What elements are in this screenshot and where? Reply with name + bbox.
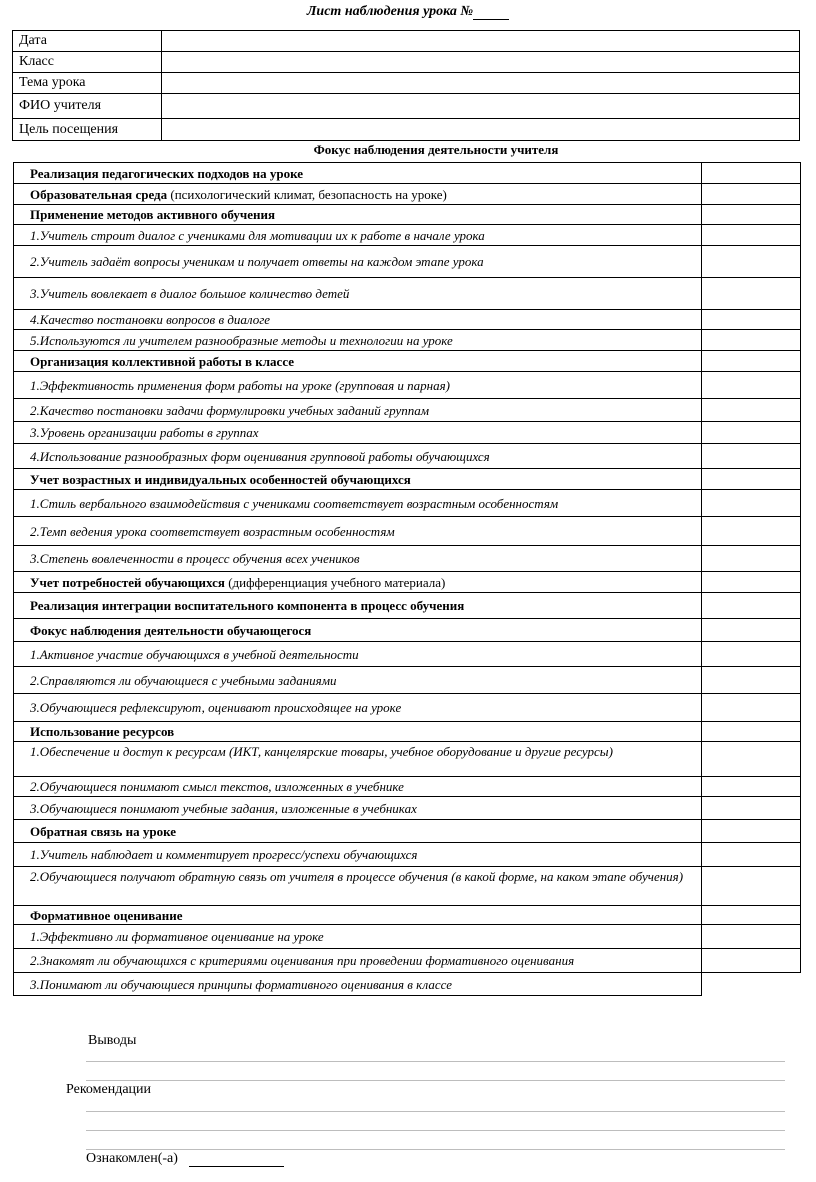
criterion-text: 1.Активное участие обучающихся в учебной деятельности bbox=[14, 642, 702, 667]
observation-table bbox=[13, 162, 801, 996]
assessment-cell[interactable] bbox=[702, 694, 801, 722]
criterion-text: 2.Знакомят ли обучающихся с критериями оценивания при проведении формативного оценивания bbox=[14, 949, 702, 973]
criterion-row bbox=[14, 867, 801, 906]
assessment-cell[interactable] bbox=[702, 399, 801, 422]
conclusions-line[interactable] bbox=[86, 1080, 785, 1081]
assessment-cell[interactable] bbox=[702, 820, 801, 843]
assessment-cell[interactable] bbox=[702, 619, 801, 642]
section-heading-note: (дифференциация учебного материала) bbox=[224, 574, 446, 590]
assessment-cell[interactable] bbox=[702, 546, 801, 572]
focus-title: Фокус наблюдения деятельности учителя bbox=[313, 142, 559, 157]
criterion-row bbox=[14, 422, 801, 444]
section-row bbox=[14, 906, 801, 925]
section-heading-bold: Учет потребностей обучающихся bbox=[30, 574, 225, 590]
criterion-row bbox=[14, 949, 801, 973]
criterion-text: 2.Справляются ли обучающиеся с учебными заданиями bbox=[14, 667, 702, 694]
lesson-number-blank[interactable] bbox=[473, 6, 509, 20]
section-row bbox=[14, 593, 801, 619]
criterion-row bbox=[14, 777, 801, 797]
assessment-cell[interactable] bbox=[702, 163, 801, 184]
section-row bbox=[14, 184, 801, 205]
assessment-cell[interactable] bbox=[702, 372, 801, 399]
criterion-text: 1.Стиль вербального взаимодействия с учениками соответствует возрастным особенностям bbox=[14, 490, 702, 517]
assessment-cell[interactable] bbox=[702, 469, 801, 490]
criterion-row bbox=[14, 399, 801, 422]
assessment-cell[interactable] bbox=[702, 351, 801, 372]
section-row bbox=[14, 722, 801, 742]
assessment-cell[interactable] bbox=[702, 667, 801, 694]
section-heading: Реализация педагогических подходов на уроке bbox=[14, 163, 702, 184]
criterion-row bbox=[14, 546, 801, 572]
assessment-cell[interactable] bbox=[702, 310, 801, 330]
criterion-text: 1.Учитель строит диалог с учениками для мотивации их к работе в начале урока bbox=[14, 225, 702, 246]
assessment-cell[interactable] bbox=[702, 444, 801, 469]
assessment-cell[interactable] bbox=[702, 867, 801, 906]
criterion-text: 3.Уровень организации работы в группах bbox=[14, 422, 702, 444]
assessment-cell[interactable] bbox=[702, 278, 801, 310]
criterion-row bbox=[14, 444, 801, 469]
section-row bbox=[14, 351, 801, 372]
section-heading-note: (психологический климат, безопасность на уроке) bbox=[167, 186, 447, 202]
criterion-text: 1.Учитель наблюдает и комментирует прогресс/успехи обучающихся bbox=[14, 843, 702, 867]
assessment-cell[interactable] bbox=[702, 777, 801, 797]
criterion-text: 4.Качество постановки вопросов в диалоге bbox=[14, 310, 702, 330]
assessment-cell[interactable] bbox=[702, 490, 801, 517]
criterion-text: 5.Используются ли учителем разнообразные методы и технологии на уроке bbox=[14, 330, 702, 351]
criterion-row bbox=[14, 694, 801, 722]
assessment-cell[interactable] bbox=[702, 797, 801, 820]
assessment-cell[interactable] bbox=[702, 593, 801, 619]
criterion-text: 3.Учитель вовлекает в диалог большое количество детей bbox=[14, 278, 702, 310]
assessment-cell[interactable] bbox=[702, 722, 801, 742]
info-value-date[interactable] bbox=[162, 31, 800, 52]
assessment-cell[interactable] bbox=[702, 184, 801, 205]
assessment-cell[interactable] bbox=[702, 973, 801, 996]
criterion-text: 1.Обеспечение и доступ к ресурсам (ИКТ, канцелярские товары, учебное оборудование и другие ресурсы) bbox=[14, 742, 702, 777]
assessment-cell[interactable] bbox=[702, 205, 801, 225]
assessment-cell[interactable] bbox=[702, 925, 801, 949]
criterion-text: 1.Эффективно ли формативное оценивание на уроке bbox=[14, 925, 702, 949]
info-label-teacher: ФИО учителя bbox=[13, 94, 162, 119]
criterion-row bbox=[14, 517, 801, 546]
assessment-cell[interactable] bbox=[702, 742, 801, 777]
criterion-row bbox=[14, 742, 801, 777]
section-row bbox=[14, 163, 801, 184]
section-heading: Учет возрастных и индивидуальных особенностей обучающихся bbox=[14, 469, 702, 490]
criterion-text: 4.Использование разнообразных форм оценивания групповой работы обучающихся bbox=[14, 444, 702, 469]
info-value-purpose[interactable] bbox=[162, 119, 800, 141]
info-label-topic: Тема урока bbox=[13, 73, 162, 94]
info-label-class: Класс bbox=[13, 52, 162, 73]
section-heading: Формативное оценивание bbox=[14, 906, 702, 925]
criterion-text: 2.Обучающиеся получают обратную связь от учителя в процессе обучения (в какой форме, на каком этапе обучения) bbox=[14, 867, 702, 906]
section-row bbox=[14, 469, 801, 490]
criterion-row bbox=[14, 372, 801, 399]
criterion-row bbox=[14, 973, 801, 996]
criterion-row bbox=[14, 225, 801, 246]
lesson-info-table bbox=[12, 30, 800, 141]
criterion-row bbox=[14, 278, 801, 310]
assessment-cell[interactable] bbox=[702, 422, 801, 444]
section-heading: Фокус наблюдения деятельности обучающегося bbox=[14, 619, 702, 642]
info-label-purpose: Цель посещения bbox=[13, 119, 162, 141]
conclusions-line[interactable] bbox=[86, 1061, 785, 1062]
assessment-cell[interactable] bbox=[702, 906, 801, 925]
info-value-teacher[interactable] bbox=[162, 94, 800, 119]
section-row bbox=[14, 619, 801, 642]
criterion-row bbox=[14, 797, 801, 820]
criterion-text: 2.Качество постановки задачи формулировки учебных заданий группам bbox=[14, 399, 702, 422]
criterion-row bbox=[14, 330, 801, 351]
section-heading: Использование ресурсов bbox=[14, 722, 702, 742]
criterion-text: 3.Обучающиеся понимают учебные задания, изложенные в учебниках bbox=[14, 797, 702, 820]
assessment-cell[interactable] bbox=[702, 225, 801, 246]
criterion-row bbox=[14, 642, 801, 667]
criterion-row bbox=[14, 246, 801, 278]
section-row bbox=[14, 205, 801, 225]
section-row bbox=[14, 572, 801, 593]
section-row bbox=[14, 820, 801, 843]
section-heading: Применение методов активного обучения bbox=[14, 205, 702, 225]
criterion-text: 2.Обучающиеся понимают смысл текстов, изложенных в учебнике bbox=[14, 777, 702, 797]
conclusions-label: Выводы bbox=[88, 1033, 137, 1048]
section-heading: Организация коллективной работы в классе bbox=[14, 351, 702, 372]
assessment-cell[interactable] bbox=[702, 246, 801, 278]
document-title-text: Лист наблюдения урока № bbox=[306, 4, 474, 19]
assessment-cell[interactable] bbox=[702, 517, 801, 546]
section-heading bbox=[14, 184, 702, 205]
recommendations-label: Рекомендации bbox=[66, 1082, 152, 1097]
section-heading: Реализация интеграции воспитательного компонента в процесс обучения bbox=[14, 593, 702, 619]
assessment-cell[interactable] bbox=[702, 642, 801, 667]
criterion-row bbox=[14, 925, 801, 949]
criterion-row bbox=[14, 843, 801, 867]
section-heading-bold: Образовательная среда bbox=[30, 186, 168, 202]
section-heading bbox=[14, 572, 702, 593]
document-title bbox=[0, 4, 816, 20]
criterion-text: 3.Степень вовлеченности в процесс обучения всех учеников bbox=[14, 546, 702, 572]
info-value-topic[interactable] bbox=[162, 73, 800, 94]
assessment-cell[interactable] bbox=[702, 330, 801, 351]
criterion-text: 2.Учитель задаёт вопросы ученикам и получает ответы на каждом этапе урока bbox=[14, 246, 702, 278]
assessment-cell[interactable] bbox=[702, 843, 801, 867]
acquainted-label: Ознакомлен(-а) bbox=[86, 1151, 178, 1166]
criterion-text: 2.Темп ведения урока соответствует возрастным особенностям bbox=[14, 517, 702, 546]
info-label-date: Дата bbox=[13, 31, 162, 52]
signature-line[interactable] bbox=[189, 1154, 284, 1167]
recommendations-line[interactable] bbox=[86, 1111, 785, 1112]
criterion-text: 3.Понимают ли обучающиеся принципы формативного оценивания в классе bbox=[14, 973, 702, 996]
section-heading: Обратная связь на уроке bbox=[14, 820, 702, 843]
criterion-row bbox=[14, 310, 801, 330]
criterion-text: 3.Обучающиеся рефлексируют, оценивают происходящее на уроке bbox=[14, 694, 702, 722]
assessment-cell[interactable] bbox=[702, 572, 801, 593]
criterion-row bbox=[14, 490, 801, 517]
info-value-class[interactable] bbox=[162, 52, 800, 73]
criterion-row bbox=[14, 667, 801, 694]
criterion-text: 1.Эффективность применения форм работы на уроке (групповая и парная) bbox=[14, 372, 702, 399]
assessment-cell[interactable] bbox=[702, 949, 801, 973]
recommendations-line[interactable] bbox=[86, 1149, 785, 1150]
recommendations-line[interactable] bbox=[86, 1130, 785, 1131]
